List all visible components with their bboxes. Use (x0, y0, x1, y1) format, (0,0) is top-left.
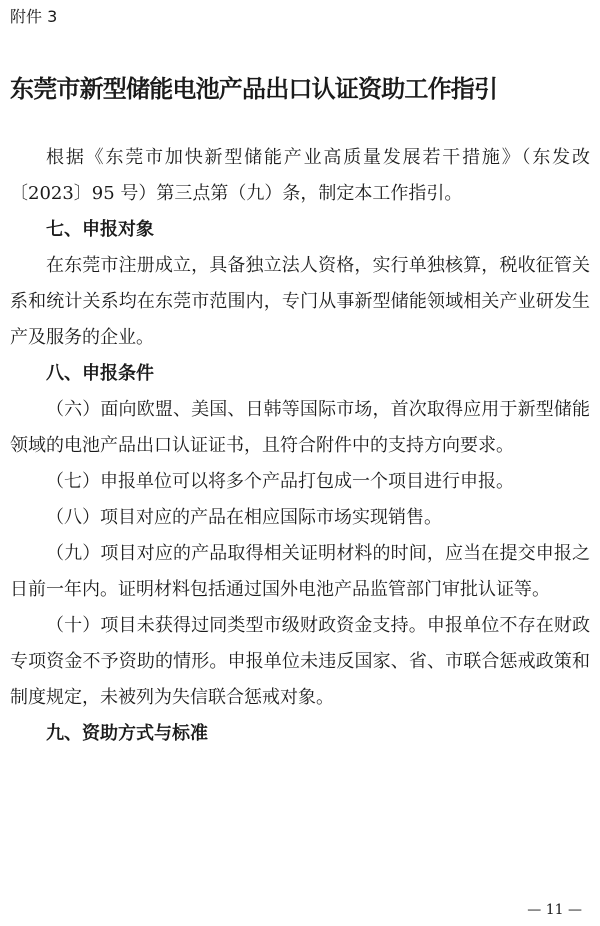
section-heading-funding: 九、资助方式与标准 (46, 723, 208, 744)
attachment-label: 附件 3 (10, 7, 58, 26)
page-number: — 11 — (527, 902, 582, 918)
paragraph-condition-7: （七）申报单位可以将多个产品打包成一个项目进行申报。 (46, 471, 514, 492)
intro-paragraph: 根据《东莞市加快新型储能产业高质量发展若干措施》（东发改〔2023〕95 号）第三点第（九）条，制定本工作指引。 (10, 147, 590, 204)
paragraph-condition-9: （九）项目对应的产品取得相关证明材料的时间，应当在提交申报之日前一年内。证明材料包括通过国外电池产品监管部门审批认证等。 (10, 543, 590, 600)
section-heading-conditions: 八、申报条件 (46, 363, 154, 384)
document-title: 东莞市新型储能电池产品出口认证资助工作指引 (10, 74, 498, 103)
paragraph-condition-8: （八）项目对应的产品在相应国际市场实现销售。 (46, 507, 442, 528)
section-heading-applicants: 七、申报对象 (46, 219, 154, 240)
paragraph-applicants: 在东莞市注册成立，具备独立法人资格，实行单独核算，税收征管关系和统计关系均在东莞市范围内，专门从事新型储能领域相关产业研发生产及服务的企业。 (10, 255, 590, 348)
document-body (10, 140, 590, 752)
paragraph-condition-6: （六）面向欧盟、美国、日韩等国际市场，首次取得应用于新型储能领域的电池产品出口认证证书，且符合附件中的支持方向要求。 (10, 399, 590, 456)
paragraph-condition-10: （十）项目未获得过同类型市级财政资金支持。申报单位不存在财政专项资金不予资助的情形。申报单位未违反国家、省、市联合惩戒政策和制度规定，未被列为失信联合惩戒对象。 (10, 615, 590, 708)
